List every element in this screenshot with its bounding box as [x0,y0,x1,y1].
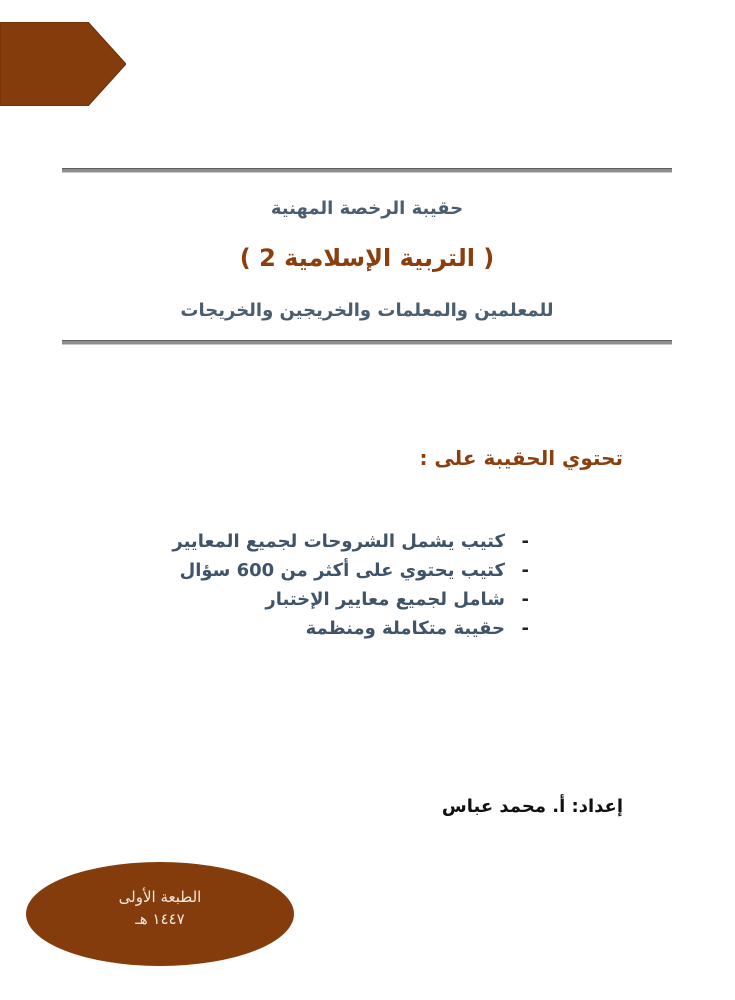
list-item [172,585,529,614]
edition-label: الطبعة الأولى [118,888,202,906]
list-item [172,614,529,643]
cover-audience: للمعلمين والمعلمات والخريجين والخريجات [180,300,554,321]
feature-text: حقيبة متكاملة ومنظمة [305,618,505,639]
list-item [172,527,529,556]
cover-title: ( التربية الإسلامية 2 ) [239,244,495,272]
edition-badge [26,862,294,966]
bullet-dash: - [521,589,529,610]
cover-subtitle: حقيبة الرخصة المهنية [270,198,464,219]
feature-text: كتيب يشمل الشروحات لجميع المعايير [172,531,505,552]
bullet-dash: - [521,618,529,639]
feature-text: كتيب يحتوي على أكثر من 600 سؤال [179,560,505,581]
top-divider [62,168,672,173]
edition-year: ١٤٤٧ هـ [135,910,185,928]
bullet-dash: - [521,560,529,581]
author-credit: إعداد: أ. محمد عباس [441,796,623,817]
list-item [172,556,529,585]
bottom-divider [62,340,672,345]
features-list [172,527,529,643]
contents-heading: تحتوي الحقيبة على : [419,446,623,470]
corner-arrow-tab [0,22,126,106]
bullet-dash: - [521,531,529,552]
feature-text: شامل لجميع معايير الإختبار [265,589,505,610]
